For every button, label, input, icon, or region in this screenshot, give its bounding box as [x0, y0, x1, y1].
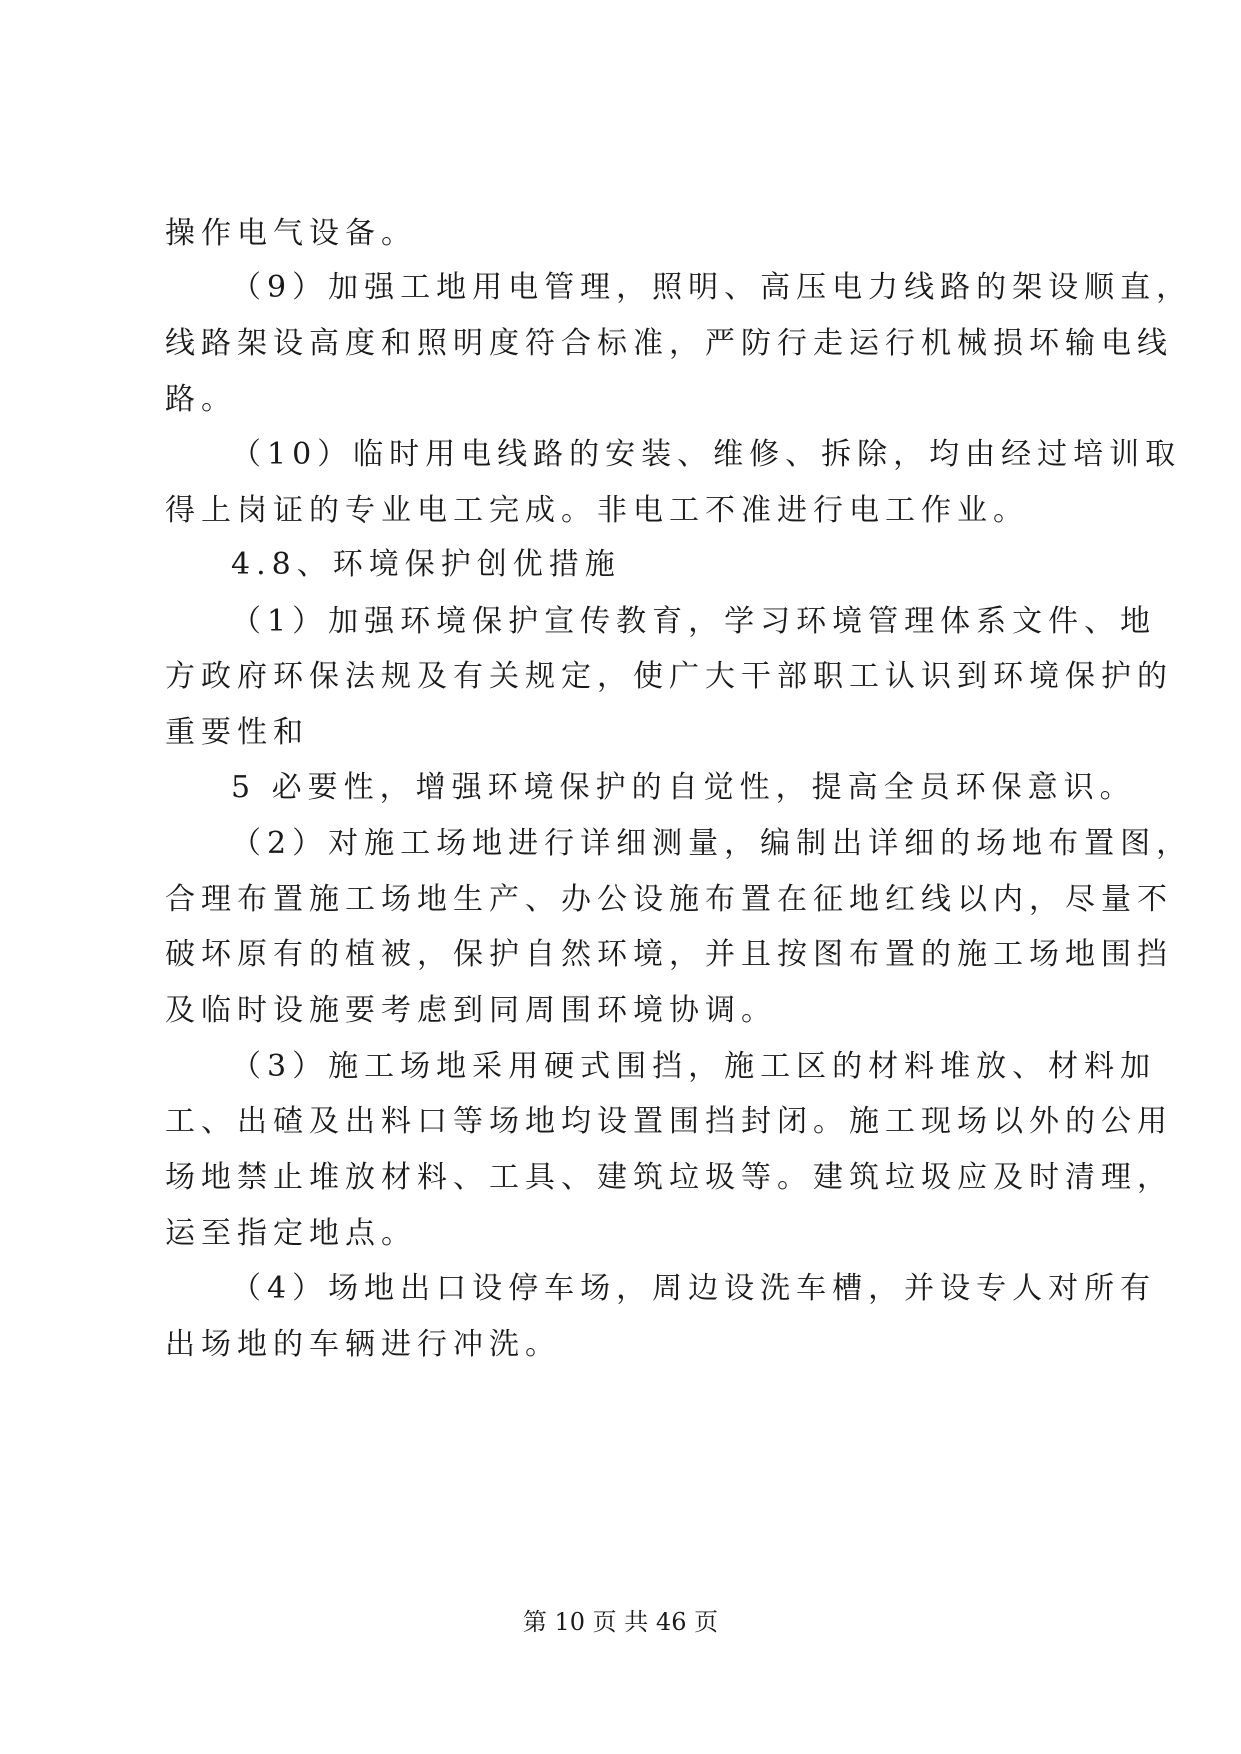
text-line: 路。 — [165, 382, 237, 417]
text-line: 线路架设高度和照明度符合标准，严防行走运行机械损坏输电线 — [165, 326, 1173, 361]
page-number-footer: 第 10 页 共 46 页 — [522, 1608, 719, 1636]
text-line: 工、出碴及出料口等场地均设置围挡封闭。施工现场以外的公用 — [165, 1104, 1173, 1139]
text-line: （10）临时用电线路的安装、维修、拆除，均由经过培训取 — [231, 437, 1182, 472]
text-line: 5 必要性，增强环境保护的自觉性，提高全员环保意识。 — [231, 770, 1136, 805]
text-line: 操作电气设备。 — [165, 216, 417, 251]
text-line: （4）场地出口设停车场，周边设洗车槽，并设专人对所有 — [231, 1271, 1157, 1306]
section-heading: 4.8、环境保护创优措施 — [231, 547, 621, 582]
text-line: 方政府环保法规及有关规定，使广大干部职工认识到环境保护的 — [165, 659, 1173, 694]
text-line: 重要性和 — [165, 715, 309, 750]
text-line: 出场地的车辆进行冲洗。 — [165, 1327, 561, 1362]
text-line: 破坏原有的植被，保护自然环境，并且按图布置的施工场地围挡 — [165, 937, 1173, 972]
text-line: 合理布置施工场地生产、办公设施布置在征地红线以内，尽量不 — [165, 882, 1173, 917]
text-line: 得上岗证的专业电工完成。非电工不准进行电工作业。 — [165, 493, 1029, 528]
text-line: （2）对施工场地进行详细测量，编制出详细的场地布置图， — [231, 826, 1193, 861]
text-line: 及临时设施要考虑到同周围环境协调。 — [165, 993, 777, 1028]
text-line: （9）加强工地用电管理，照明、高压电力线路的架设顺直， — [231, 270, 1193, 305]
text-line: 运至指定地点。 — [165, 1216, 417, 1251]
text-line: （1）加强环境保护宣传教育，学习环境管理体系文件、地 — [231, 604, 1157, 639]
text-line: （3）施工场地采用硬式围挡，施工区的材料堆放、材料加 — [231, 1049, 1157, 1084]
text-line: 场地禁止堆放材料、工具、建筑垃圾等。建筑垃圾应及时清理， — [165, 1160, 1173, 1195]
